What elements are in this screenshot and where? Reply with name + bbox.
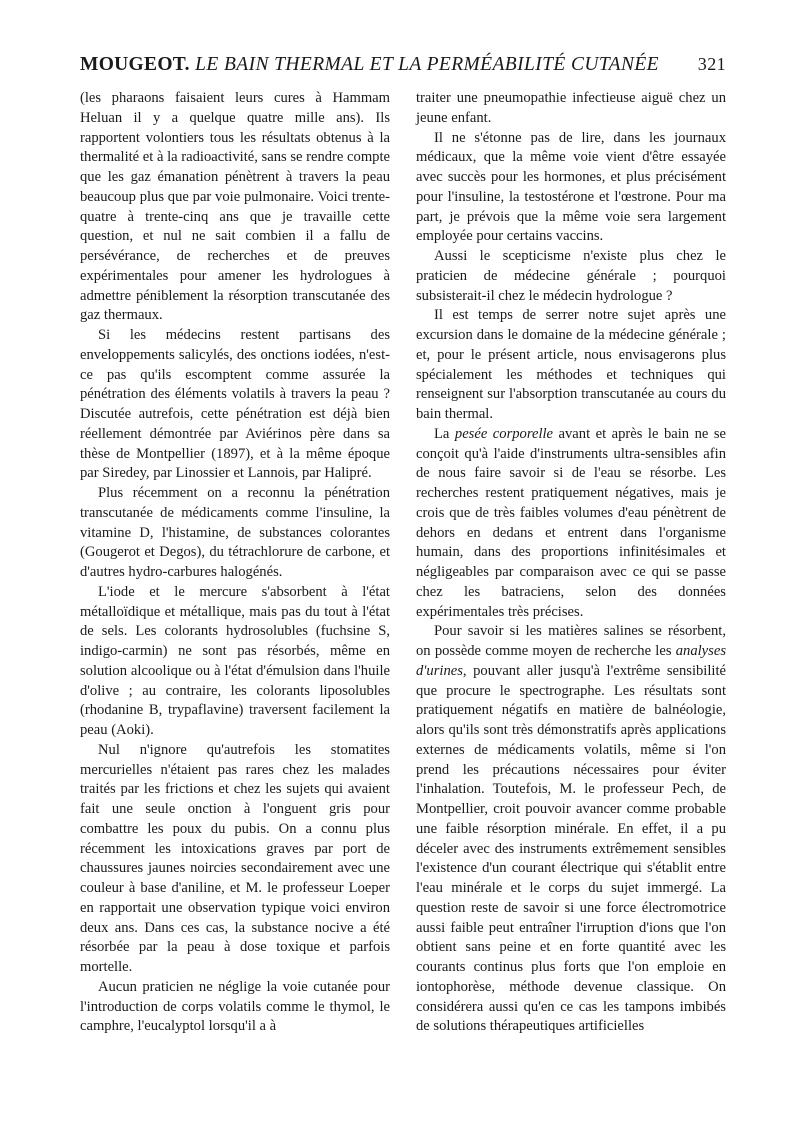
italic-term: analyses d'urines bbox=[416, 643, 726, 679]
paragraph: (les pharaons faisaient leurs cures à Hammam Heluan il y a quelque quatre mille ans). Ils rapportent volontiers tous les résultats obtenus à la thermalité et à la radioactivité, sans se rendre compte que les gaz émanation pénètrent à travers la peau beaucoup plus que par voie pulmonaire. Voici trente-quatre à trente-cinq ans que je travaille cette question, et nul ne sait combien il a fallu de persévérance, de recherches et de preuves expérimentales pour amener les hydrologues à admettre péniblement la résorption transcutanée des gaz thermaux. bbox=[80, 90, 390, 324]
running-header bbox=[80, 54, 726, 84]
paragraph: Nul n'ignore qu'autrefois les stomatites mercurielles n'étaient pas rares chez les malades traités par les frictions et chez les sujets qui avaient fait une seule onction à l'onguent gris pour combattre les poux du pubis. On a connu plus récemment les intoxications graves par port de chaussures jaunes noircies secondairement avec une couleur à base d'aniline, et M. le professeur Loeper en rapportait une observation typique voici environ deux ans. Dans ces cas, la substance nocive a été résorbée par la peau à dose toxique et parfois mortelle. bbox=[80, 741, 390, 975]
header-title: LE BAIN THERMAL ET LA PERMÉABILITÉ CUTANÉE bbox=[195, 54, 659, 75]
text-run: La bbox=[434, 425, 455, 442]
paragraph: L'iode et le mercure s'absorbent à l'état métalloïdique et métallique, mais pas du tout à l'état de sels. Les colorants hydrosolubles (fuchsine S, indigo-carmin) ne sont pas résorbés, même en solution alcoolique ou à l'état d'émulsion dans l'huile d'olive ; au contraire, les colorants liposolubles (rhodanine B, trypaflavine) traversent facilement la peau (Aoki). bbox=[80, 583, 390, 738]
paragraph-pesee bbox=[416, 425, 726, 623]
right-column bbox=[416, 89, 726, 1037]
text-run: Pour savoir si les matières salines se résorbent, on possède comme moyen de recherche les bbox=[416, 623, 726, 659]
text-run: avant et après le bain ne se conçoit qu'à l'aide d'instruments ultra-sensibles afin de nous faire savoir si de l'eau se résorbe. Les recherches restent pratiquement négatives, mais je crois que de très faibles volumes d'eau pénètrent de dehors en dedans et entrent dans l'organisme humain, dans des proportions infinitésimales et négligeables par comparaison avec ce qui se passe chez les batraciens, selon des données expérimentales très précises. bbox=[416, 425, 726, 620]
paragraph: Si les médecins restent partisans des enveloppements salicylés, des onctions iodées, n'est-ce pas qu'ils escomptent comme assurée la pénétration des éléments volatils à travers la peau ? Discutée autrefois, cette pénétration est déjà bien réellement démontrée par Aviérinos père dans sa thèse de Montpellier (1897), et à la même époque par Siredey, par Linossier et Lannois, par Halipré. bbox=[80, 327, 390, 482]
paragraph-analyses bbox=[416, 622, 726, 1037]
italic-term: pesée corporelle bbox=[454, 425, 554, 442]
left-column bbox=[80, 89, 390, 1037]
paragraph: Il ne s'étonne pas de lire, dans les journaux médicaux, que la même voie vient d'être essayée avec succès pour les hormones, et plus précisément pour l'insuline, la testostérone et l'œstrone. Pour ma part, je prévois que la même voie sera largement employée pour certains vaccins. bbox=[416, 129, 726, 245]
header-author: MOUGEOT. bbox=[80, 54, 190, 75]
paragraph: Plus récemment on a reconnu la pénétration transcutanée de médicaments comme l'insuline, la vitamine D, l'histamine, de substances colorantes (Gougerot et Degos), du tétrachlorure de carbone, et d'autres hydro-carbures halogénés. bbox=[80, 485, 390, 580]
text-run: , pouvant aller jusqu'à l'extrême sensibilité que procure le spectrographe. Les résultats sont pratiquement négatifs en matière de balnéologie, alors qu'ils sont très démonstratifs après applications externes de médicaments volatils, même si l'on prend les précautions nécessaires pour éviter l'inhalation. Toutefois, M. le professeur Pech, de Montpellier, croit pouvoir avancer comme probable une faible résorption minérale. En effet, il a pu déceler avec des instruments extrêmement sensibles l'existence d'un courant électrique qui s'établit entre l'eau minérale et le corps du sujet immergé. La question reste de savoir si une force électromotrice aussi faible peut entraîner l'irruption d'ions que l'on obtient sans peine et en forte quantité avec les courants continus plus forts que l'on emploie en iontophorèse, méthode devenue classique. On considérera aussi qu'en ce cas les tampons imbibés de solutions thérapeutiques artificielles bbox=[416, 662, 726, 1035]
page-number: 321 bbox=[697, 54, 726, 74]
paragraph: Aucun praticien ne néglige la voie cutanée pour l'introduction de corps volatils comme le thymol, le camphre, l'eucalyptol lorsqu'il a à bbox=[80, 978, 390, 1035]
paragraph: Aussi le scepticisme n'existe plus chez le praticien de médecine générale ; pourquoi subsisterait-il chez le médecin hydrologue ? bbox=[416, 248, 726, 304]
paragraph: Il est temps de serrer notre sujet après une excursion dans le domaine de la médecine générale ; et, pour le présent article, nous envisagerons plus spécialement les méthodes et techniques qui renseignent sur l'absorption transcutanée au cours du bain thermal. bbox=[416, 307, 726, 422]
paragraph: traiter une pneumopathie infectieuse aiguë chez un jeune enfant. bbox=[416, 90, 726, 126]
